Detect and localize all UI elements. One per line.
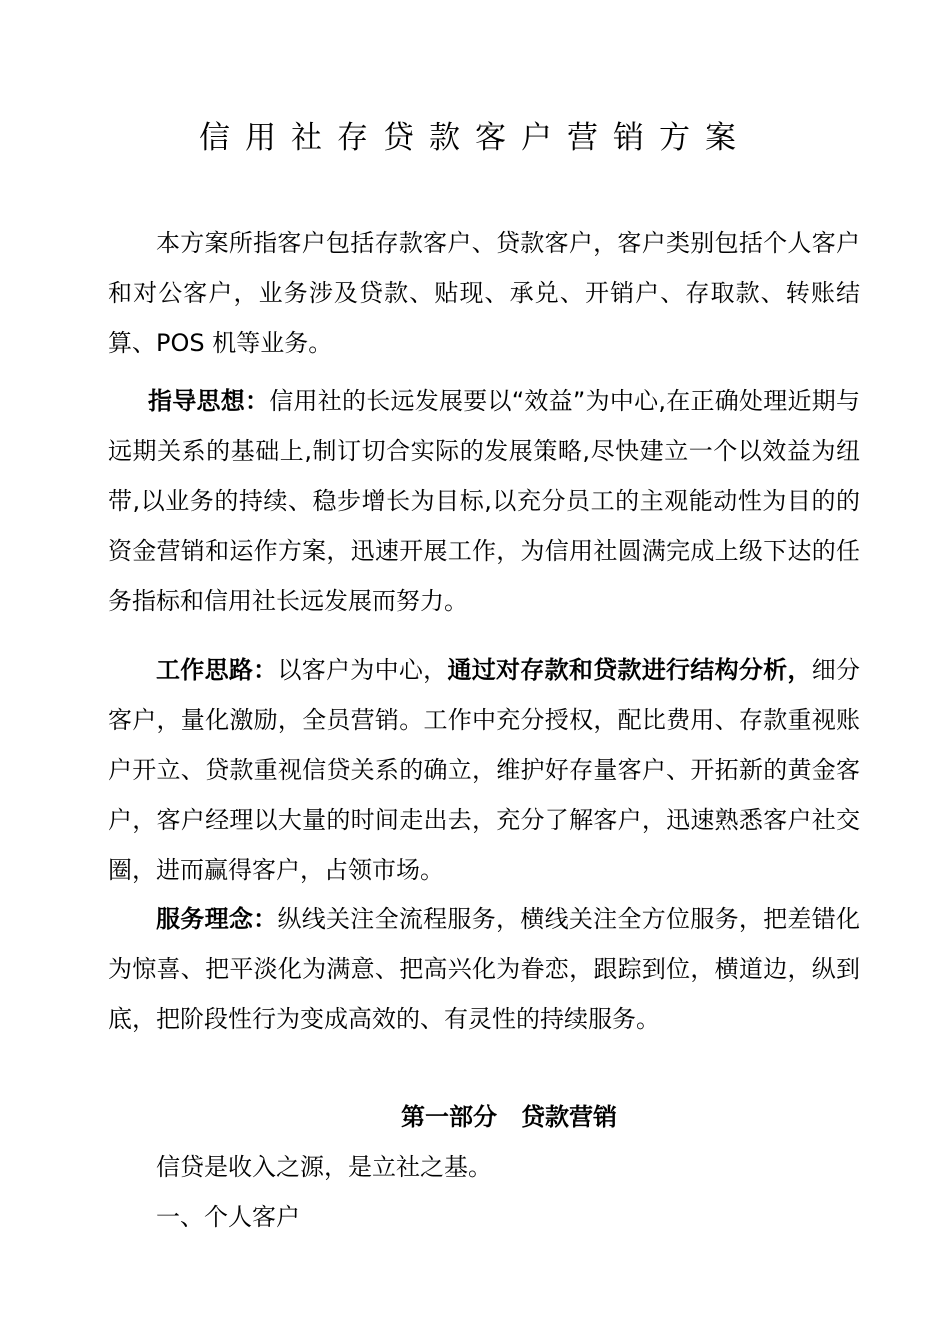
subheading-personal-customers: 一、个人客户 <box>156 1203 300 1231</box>
guiding-label: 指导思想： <box>148 387 270 415</box>
work-label: 工作思路： <box>156 656 278 684</box>
credit-line: 信贷是收入之源，是立社之基。 <box>156 1153 492 1181</box>
service-text: 纵线关注全流程服务，横线关注全方位服务，把差错化为惊喜、把平淡化为满意、把高兴化为眷恋，跟踪到位，横道边，纵到底，把阶段性行为变成高效的、有灵性的持续服务。 <box>108 905 861 1033</box>
guiding-paragraph <box>108 376 860 626</box>
service-paragraph <box>108 894 860 1044</box>
work-bold-text: 通过对存款和贷款进行结构分析， <box>447 656 812 684</box>
guiding-text: 信用社的长远发展要以“效益”为中心,在正确处理近期与远期关系的基础上,制订切合实际的发展策略,尽快建立一个以效益为纽带,以业务的持续、稳步增长为目标,以充分员工的主观能动性为目的的资金营销和运作方案，迅速开展工作，为信用社圆满完成上级下达的任务指标和信用社长远发展而努力。 <box>108 387 860 615</box>
work-text-2: 细分客户，量化激励，全员营销。工作中充分授权，配比费用、存款重视账户开立、贷款重视信贷关系的确立，维护好存量客户、开拓新的黄金客户，客户经理以大量的时间走出去，充分了解客户，迅速熟悉客户社交圈，进而赢得客户，占领市场。 <box>108 656 861 884</box>
work-paragraph <box>108 645 860 895</box>
work-text-1: 以客户为中心， <box>277 656 448 684</box>
service-label: 服务理念： <box>156 905 278 933</box>
section-heading: 第一部分 贷款营销 <box>401 1103 617 1131</box>
document-title: 信用社存贷款客户营销方案 <box>199 120 751 156</box>
intro-paragraph: 本方案所指客户包括存款客户、贷款客户，客户类别包括个人客户和对公客户，业务涉及贷款、贴现、承兑、开销户、存取款、转账结算、POS 机等业务。 <box>108 229 860 357</box>
